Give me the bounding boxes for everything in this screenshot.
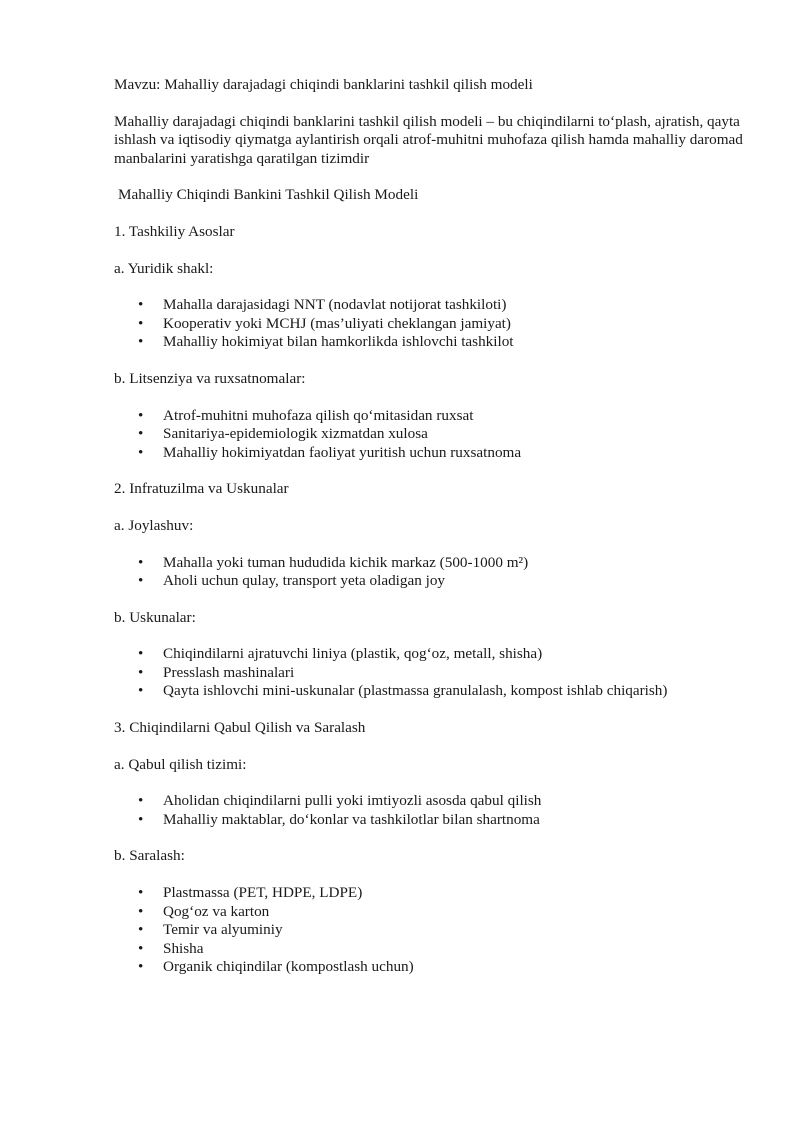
subsection-heading: a. Yuridik shakl: xyxy=(114,259,214,277)
subsection-heading: b. Litsenziya va ruxsatnomalar: xyxy=(114,369,306,387)
bullet-icon: • xyxy=(138,333,144,351)
list-item xyxy=(114,792,754,811)
list-item-text: Chiqindilarni ajratuvchi liniya (plastik, qog‘oz, metall, shisha) xyxy=(163,645,543,663)
list-item-text: Qog‘oz va karton xyxy=(163,902,270,920)
bullet-icon: • xyxy=(138,443,144,461)
bullet-icon: • xyxy=(138,645,144,663)
bullet-icon: • xyxy=(138,682,144,700)
list-item-text: Temir va alyuminiy xyxy=(163,921,283,939)
list-item xyxy=(114,940,754,959)
bullet-icon: • xyxy=(138,314,144,332)
bullet-list xyxy=(114,884,754,977)
section-heading: 2. Infratuzilma va Uskunalar xyxy=(114,480,289,498)
list-item-text: Qayta ishlovchi mini-uskunalar (plastmassa granulalash, kompost ishlab chiqarish) xyxy=(163,682,668,700)
list-item xyxy=(114,444,754,463)
model-subtitle: Mahalliy Chiqindi Bankini Tashkil Qilish Modeli xyxy=(118,186,419,204)
list-item xyxy=(114,554,754,573)
bullet-icon: • xyxy=(138,810,144,828)
list-item-text: Mahalla darajasidagi NNT (nodavlat notijorat tashkiloti) xyxy=(163,296,507,314)
document-title: Mavzu: Mahalliy darajadagi chiqindi banklarini tashkil qilish modeli xyxy=(114,76,533,93)
list-item xyxy=(114,958,754,977)
list-item-text: Aholidan chiqindilarni pulli yoki imtiyozli asosda qabul qilish xyxy=(163,792,542,810)
document-page xyxy=(114,76,754,995)
list-item-text: Mahalliy maktablar, do‘konlar va tashkilotlar bilan shartnoma xyxy=(163,810,540,828)
bullet-icon: • xyxy=(138,902,144,920)
list-item-text: Sanitariya-epidemiologik xizmatdan xulosa xyxy=(163,425,428,443)
bullet-icon: • xyxy=(138,553,144,571)
list-item xyxy=(114,921,754,940)
list-item-text: Organik chiqindilar (kompostlash uchun) xyxy=(163,958,414,976)
list-item xyxy=(114,333,754,352)
bullet-list xyxy=(114,792,754,829)
bullet-list xyxy=(114,407,754,463)
list-item xyxy=(114,572,754,591)
list-item-text: Mahalliy hokimiyat bilan hamkorlikda ishlovchi tashkilot xyxy=(163,333,514,351)
list-item-text: Kooperativ yoki MCHJ (mas’uliyati cheklangan jamiyat) xyxy=(163,314,511,332)
list-item-text: Shisha xyxy=(163,939,204,957)
list-item-text: Presslash mashinalari xyxy=(163,663,295,681)
list-item xyxy=(114,296,754,315)
bullet-icon: • xyxy=(138,572,144,590)
subsection-heading: a. Qabul qilish tizimi: xyxy=(114,755,247,773)
bullet-icon: • xyxy=(138,884,144,902)
bullet-icon: • xyxy=(138,921,144,939)
subsection-heading: b. Uskunalar: xyxy=(114,608,196,626)
list-item xyxy=(114,315,754,334)
bullet-icon: • xyxy=(138,958,144,976)
bullet-icon: • xyxy=(138,663,144,681)
list-item xyxy=(114,811,754,830)
list-item xyxy=(114,682,754,701)
list-item-text: Plastmassa (PET, HDPE, LDPE) xyxy=(163,884,363,902)
list-item xyxy=(114,884,754,903)
list-item xyxy=(114,407,754,426)
bullet-icon: • xyxy=(138,792,144,810)
bullet-list xyxy=(114,554,754,591)
bullet-icon: • xyxy=(138,939,144,957)
section-heading: 1. Tashkiliy Asoslar xyxy=(114,222,235,240)
list-item xyxy=(114,645,754,664)
subsection-heading: a. Joylashuv: xyxy=(114,516,194,534)
intro-paragraph: Mahalliy darajadagi chiqindi banklarini tashkil qilish modeli – bu chiqindilarni to‘plash, ajratish, qayta ishlash va iqtisodiy qiymatga aylantirish orqali atrof-muhitni muhofaza qilish hamda mahalliy daromad manbalarini yaratishga qaratilgan tizimdir xyxy=(114,112,743,167)
list-item-text: Mahalla yoki tuman hududida kichik markaz (500-1000 m²) xyxy=(163,553,529,571)
bullet-list xyxy=(114,296,754,352)
subsection-heading: b. Saralash: xyxy=(114,847,185,865)
list-item xyxy=(114,425,754,444)
section-heading: 3. Chiqindilarni Qabul Qilish va Saralash xyxy=(114,719,366,737)
bullet-icon: • xyxy=(138,425,144,443)
list-item-text: Atrof-muhitni muhofaza qilish qo‘mitasidan ruxsat xyxy=(163,406,474,424)
list-item-text: Aholi uchun qulay, transport yeta oladigan joy xyxy=(163,572,446,590)
bullet-icon: • xyxy=(138,296,144,314)
list-item xyxy=(114,664,754,683)
bullet-list xyxy=(114,645,754,701)
list-item xyxy=(114,903,754,922)
bullet-icon: • xyxy=(138,406,144,424)
list-item-text: Mahalliy hokimiyatdan faoliyat yuritish uchun ruxsatnoma xyxy=(163,443,522,461)
